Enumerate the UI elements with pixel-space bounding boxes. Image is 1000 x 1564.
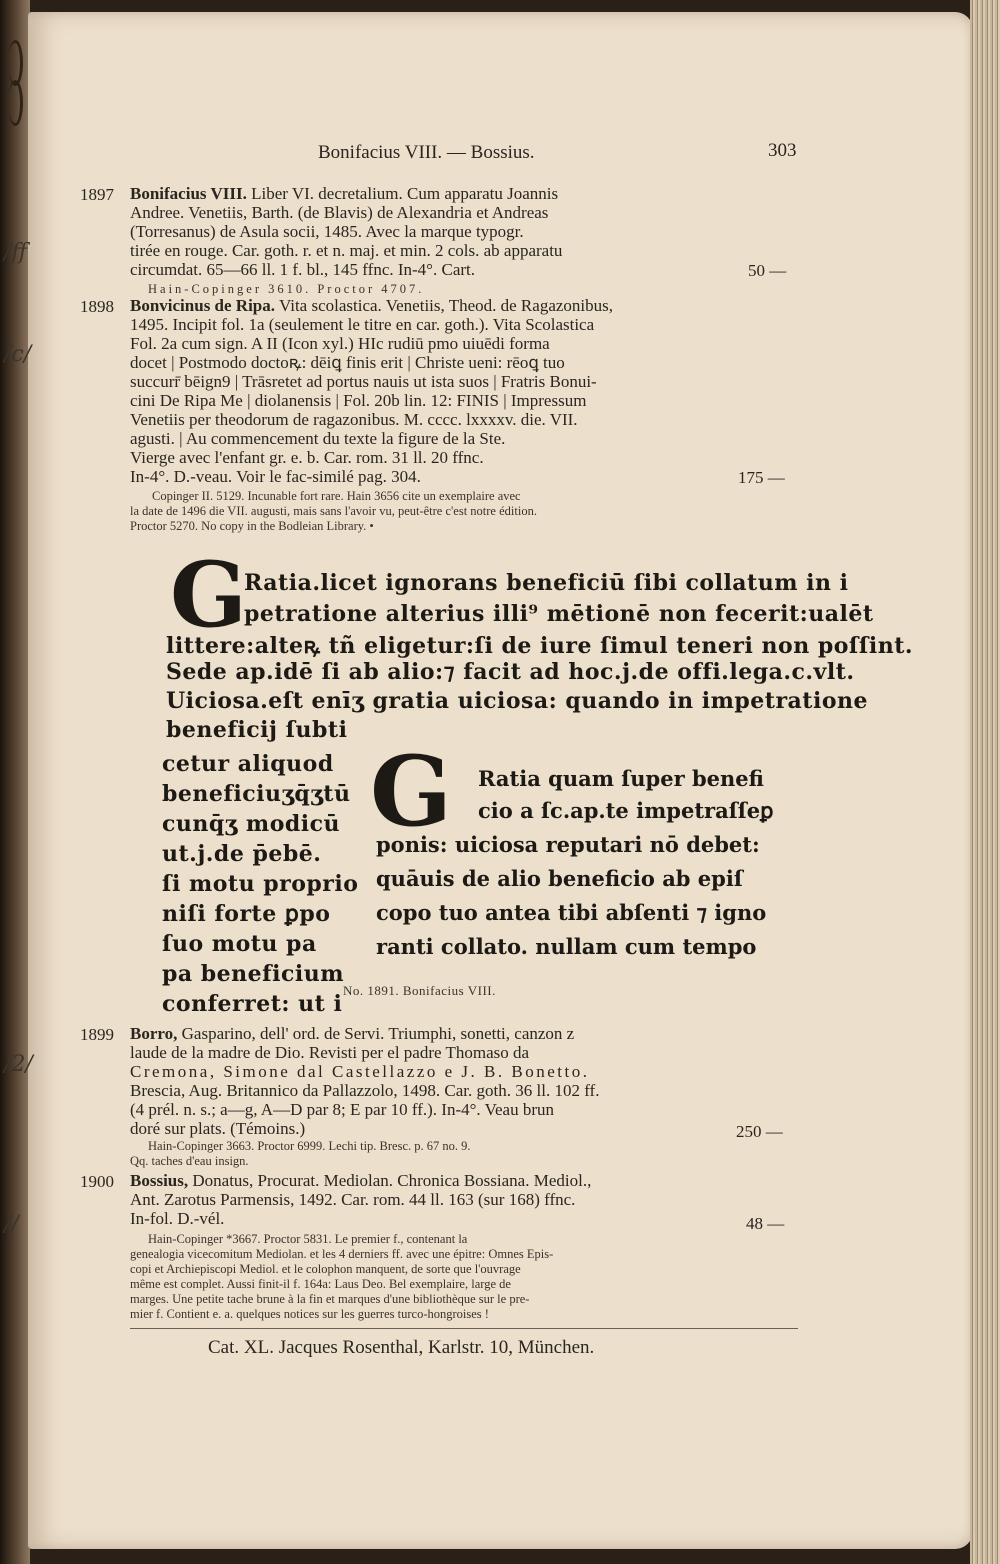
entry-line: Brescia, Aug. Britannico da Pallazzolo, 1498. Car. goth. 36 ll. 102 ff. bbox=[130, 1081, 600, 1100]
facsimile-column-line: beneficiuʒq̄ʒtū bbox=[162, 781, 351, 807]
entry-line: tirée en rouge. Car. goth. r. et n. maj. et min. 2 cols. ab apparatu bbox=[130, 241, 563, 260]
entry-line: docet | Postmodo doctoꝶ: dēiꝗ finis erit | Christe ueni: rēoꝗ tuo bbox=[130, 353, 565, 372]
price: 175 — bbox=[738, 468, 785, 487]
entry-line: Fol. 2a cum sign. A II (Icon xyl.) HIc rudiū pmo uiuēdi forma bbox=[130, 334, 550, 353]
facsimile-line: Ratia quam ſuper benefi bbox=[478, 766, 764, 791]
page-number: 303 bbox=[768, 140, 797, 161]
bibliographic-note: copi et Archiepiscopi Mediol. et le colophon manquent, de sorte que l'ouvrage bbox=[130, 1262, 521, 1276]
entry-line: In-fol. D.-vél. bbox=[130, 1209, 225, 1228]
bibliographic-note: Qq. taches d'eau insign. bbox=[130, 1154, 249, 1168]
entry-line: Liber VI. decretalium. Cum apparatu Joannis bbox=[251, 184, 559, 203]
illuminated-initial: G bbox=[170, 542, 247, 648]
page-edges bbox=[970, 0, 1000, 1564]
entry-number: 1900 bbox=[80, 1172, 114, 1191]
facsimile-column-line: cetur aliquod bbox=[162, 751, 334, 777]
entry-number: 1898 bbox=[80, 297, 114, 316]
entry-line: doré sur plats. (Témoins.) bbox=[130, 1119, 306, 1138]
entry-line: Gasparino, dell' ord. de Servi. Triumphi, sonetti, canzon z bbox=[181, 1024, 575, 1043]
entry-line: circumdat. 65—66 ll. 1 f. bl., 145 ffnc. In-4°. Cart. bbox=[130, 260, 475, 279]
facsimile-line: Ratia.licet ignorans beneficiū ſibi collatum in i bbox=[244, 570, 849, 596]
facsimile-column-line: cunq̄ʒ modicū bbox=[162, 811, 341, 837]
entry-title: Bonvicinus de Ripa. bbox=[130, 296, 276, 315]
footer-rule bbox=[130, 1328, 798, 1329]
entry-title: Borro, bbox=[130, 1024, 178, 1043]
entry-first-line bbox=[130, 297, 613, 316]
illuminated-initial: G bbox=[370, 735, 452, 848]
entry-line: In-4°. D.-veau. Voir le fac-similé pag. 304. bbox=[130, 467, 421, 486]
entry-line: succurr̄ bēign9 | Trāsretet ad portus nauis ut ista suos | Fratris Bonui- bbox=[130, 372, 597, 391]
facsimile-line: quāuis de alio beneficio ab epiſ bbox=[376, 866, 743, 891]
facsimile-line: ponis: uiciosa reputari nō debet: bbox=[376, 832, 760, 857]
book-spine bbox=[0, 0, 30, 1564]
entry-line: Vierge avec l'enfant gr. e. b. Car. rom. 31 ll. 20 ffnc. bbox=[130, 448, 484, 467]
bibliographic-note: Proctor 5270. No copy in the Bodleian Library. • bbox=[130, 519, 374, 533]
bibliographic-note: Copinger II. 5129. Incunable fort rare. Hain 3656 cite un exemplaire avec bbox=[152, 489, 521, 503]
entry-first-line bbox=[130, 1172, 591, 1191]
entry-line: Ant. Zarotus Parmensis, 1492. Car. rom. 44 ll. 163 (sur 168) ffnc. bbox=[130, 1190, 576, 1209]
entry-line: Cremona, Simone dal Castellazzo e J. B. Bonetto. bbox=[130, 1062, 590, 1081]
entry-first-line bbox=[130, 185, 558, 204]
facsimile-column-line: niſi forte ꝑpo bbox=[162, 901, 331, 927]
facsimile-line: ranti collato. nullam cum tempo bbox=[376, 934, 757, 959]
facsimile-caption: No. 1891. Bonifacius VIII. bbox=[343, 983, 496, 998]
facsimile-line: Sede ap.idē ſi ab alio:⁊ facit ad hoc.j.de offi.lega.c.vlt. bbox=[166, 659, 855, 685]
entry-line: (Torresanus) de Asula socii, 1485. Avec la marque typogr. bbox=[130, 222, 524, 241]
entry-line: 1495. Incipit fol. 1a (seulement le titre en car. goth.). Vita Scolastica bbox=[130, 315, 595, 334]
price: 250 — bbox=[736, 1122, 783, 1141]
price: 50 — bbox=[748, 261, 787, 280]
bibliographic-note: genealogia vicecomitum Mediolan. et les 4 derniers ff. avec une épitre: Omnes Epis- bbox=[130, 1247, 554, 1261]
entry-line: Venetiis per theodorum de ragazonibus. M. cccc. lxxxxv. die. VII. bbox=[130, 410, 578, 429]
bibliographic-note: la date de 1496 die VII. augusti, mais sans l'avoir vu, peut-être c'est notre édition. bbox=[130, 504, 537, 518]
entry-line: laude de la madre de Dio. Revisti per el padre Thomaso da bbox=[130, 1043, 530, 1062]
margin-note: // bbox=[4, 1212, 19, 1237]
entry-title: Bossius, bbox=[130, 1171, 189, 1190]
facsimile-column-line: ſuo motu pa bbox=[162, 931, 317, 957]
facsimile-line: littere:alteꝶ tñ eligetur:ſi de iure ſimul teneri non poſſint. bbox=[166, 633, 914, 659]
margin-note: /c/ bbox=[4, 342, 32, 367]
margin-note: /ff bbox=[4, 240, 27, 265]
bibliographic-note: mier f. Contient e. a. quelques notices sur les guerres turco-hongroises ! bbox=[130, 1307, 489, 1321]
entry-first-line bbox=[130, 1025, 574, 1044]
facsimile-column-line: conferret: ut i bbox=[162, 991, 343, 1017]
binding-curl bbox=[8, 80, 23, 126]
running-header: Bonifacius VIII. — Bossius. bbox=[318, 142, 535, 163]
entry-line: (4 prél. n. s.; a—g, A—D par 8; E par 10 ff.). In-4°. Veau brun bbox=[130, 1100, 554, 1119]
facsimile-line: copo tuo antea tibi abſenti ⁊ igno bbox=[376, 900, 767, 925]
footer-imprint: Cat. XL. Jacques Rosenthal, Karlstr. 10, München. bbox=[208, 1337, 595, 1358]
margin-note: /2/ bbox=[4, 1052, 33, 1077]
facsimile-line: petratione alterius illi⁹ mētionē non fecerit:ualēt bbox=[244, 601, 874, 627]
bibliographic-note: même est complet. Aussi finit-il f. 164a: Laus Deo. Bel exemplaire, large de bbox=[130, 1277, 511, 1291]
entry-line: cini De Ripa Me | diolanensis | Fol. 20b lin. 12: FINIS | Impressum bbox=[130, 391, 587, 410]
facsimile-line: beneficij ſubti bbox=[166, 717, 348, 743]
bibliographic-note: Hain-Copinger *3667. Proctor 5831. Le premier f., contenant la bbox=[148, 1232, 468, 1246]
facsimile-line: Uiciosa.eſt enīʒ gratia uiciosa: quando in impetratione bbox=[166, 688, 868, 714]
facsimile-column-line: pa beneficium bbox=[162, 961, 345, 987]
entry-title: Bonifacius VIII. bbox=[130, 184, 247, 203]
facsimile-column-line: ut.j.de p̄ebē. bbox=[162, 841, 322, 867]
price: 48 — bbox=[746, 1214, 785, 1233]
bibliographic-note: marges. Une petite tache brune à la fin et marques d'une bibliothèque sur le pre- bbox=[130, 1292, 530, 1306]
entry-line: agusti. | Au commencement du texte la figure de la Ste. bbox=[130, 429, 506, 448]
entry-number: 1897 bbox=[80, 185, 114, 204]
facsimile-column-line: ſi motu proprio bbox=[162, 871, 359, 897]
facsimile-line: cio a ſc.ap.te impetraſſeꝑ bbox=[478, 798, 774, 823]
entry-number: 1899 bbox=[80, 1025, 114, 1044]
bibliographic-note: Hain-Copinger 3610. Proctor 4707. bbox=[148, 282, 425, 296]
entry-line: Andree. Venetiis, Barth. (de Blavis) de Alexandria et Andreas bbox=[130, 203, 549, 222]
entry-line: Donatus, Procurat. Mediolan. Chronica Bossiana. Mediol., bbox=[192, 1171, 592, 1190]
entry-line: Vita scolastica. Venetiis, Theod. de Ragazonibus, bbox=[278, 296, 613, 315]
bibliographic-note: Hain-Copinger 3663. Proctor 6999. Lechi tip. Bresc. p. 67 no. 9. bbox=[148, 1139, 471, 1153]
